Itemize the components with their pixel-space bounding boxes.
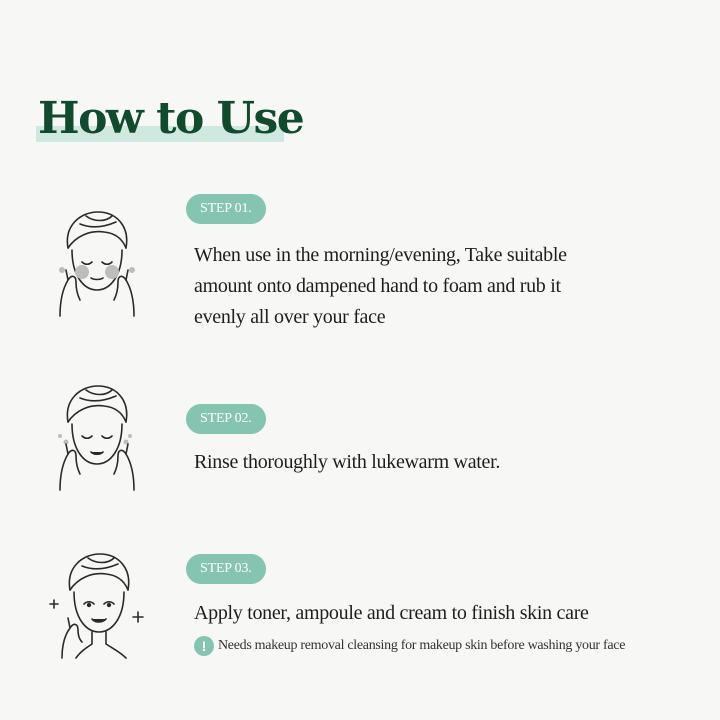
step-text-line: evenly all over your face: [194, 306, 386, 328]
step-badge: STEP 03.: [186, 554, 266, 584]
page-title: How to Use: [38, 93, 304, 144]
caution-note: [194, 634, 625, 658]
step-badge: STEP 02.: [186, 404, 266, 434]
step-description: [194, 447, 694, 478]
step-text-line: When use in the morning/evening, Take suitable: [194, 244, 567, 266]
page-header: [38, 92, 303, 146]
step-description: [194, 598, 694, 629]
step-badge: STEP 01.: [186, 194, 266, 224]
step-text-line: Rinse thoroughly with lukewarm water.: [194, 451, 501, 473]
face-foam-icon: [46, 206, 146, 318]
step-description: [194, 240, 694, 333]
face-rinse-icon: [46, 380, 146, 492]
caution-text: Needs makeup removal cleansing for makeup skin before washing your face: [218, 638, 626, 653]
step-text-line: amount onto dampened hand to foam and rub it: [194, 275, 561, 297]
step-text-line: Apply toner, ampoule and cream to finish skin care: [194, 602, 589, 624]
face-skincare-icon: [46, 548, 146, 660]
exclamation-icon: !: [194, 636, 214, 656]
